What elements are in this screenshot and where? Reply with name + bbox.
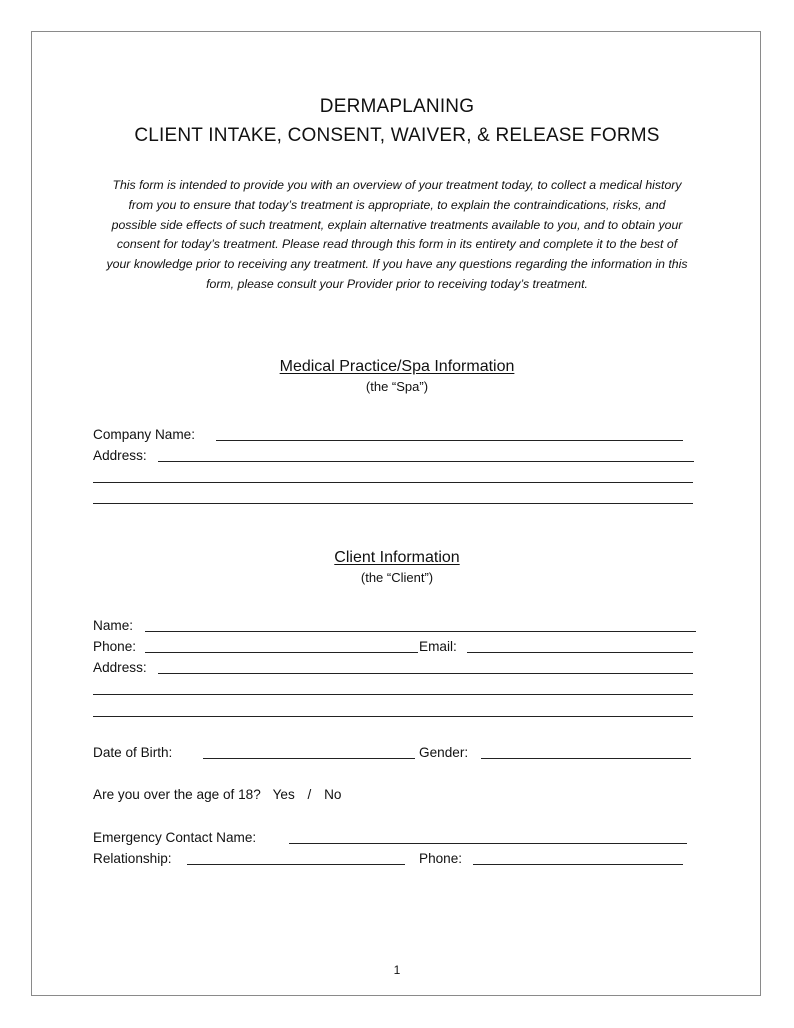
client-email-label: Email:: [419, 639, 457, 654]
client-address-field-line3[interactable]: [93, 716, 693, 717]
dob-label: Date of Birth:: [93, 745, 173, 760]
client-address-label: Address:: [93, 660, 147, 675]
company-name-field[interactable]: [216, 440, 683, 441]
spa-section-header: [0, 358, 794, 394]
age-option-separator: /: [307, 787, 312, 802]
client-name-label: Name:: [93, 618, 134, 633]
client-email-field[interactable]: [467, 652, 693, 653]
client-section-heading: Client Information: [334, 549, 460, 566]
document-subtitle: CLIENT INTAKE, CONSENT, WAIVER, & RELEASE FORMS: [134, 125, 660, 146]
spa-address-field-line1[interactable]: [158, 461, 694, 462]
spa-address-field-line3[interactable]: [93, 503, 693, 504]
page-number: 1: [393, 963, 401, 977]
client-section-header: [0, 549, 794, 585]
client-name-field[interactable]: [145, 631, 696, 632]
age-yes-option[interactable]: Yes: [272, 787, 295, 802]
emergency-phone-label: Phone:: [419, 851, 463, 866]
relationship-field[interactable]: [187, 864, 405, 865]
age-question: [93, 787, 341, 803]
client-address-field-line1[interactable]: [158, 673, 693, 674]
age-question-text: Are you over the age of 18?: [93, 787, 261, 802]
client-address-field-line2[interactable]: [93, 694, 693, 695]
document-title: DERMAPLANING: [319, 96, 475, 117]
gender-field[interactable]: [481, 758, 691, 759]
dob-field[interactable]: [203, 758, 415, 759]
spa-section-subheading: (the “Spa”): [365, 379, 429, 394]
client-phone-label: Phone:: [93, 639, 137, 654]
relationship-label: Relationship:: [93, 851, 172, 866]
gender-label: Gender:: [419, 745, 469, 760]
emergency-phone-field[interactable]: [473, 864, 683, 865]
emergency-contact-label: Emergency Contact Name:: [93, 830, 257, 845]
client-phone-field[interactable]: [145, 652, 418, 653]
client-section-subheading: (the “Client”): [360, 570, 434, 585]
company-name-label: Company Name:: [93, 427, 195, 442]
spa-address-field-line2[interactable]: [93, 482, 693, 483]
spa-section-heading: Medical Practice/Spa Information: [279, 358, 515, 375]
spa-address-label: Address:: [93, 448, 147, 463]
emergency-contact-field[interactable]: [289, 843, 687, 844]
intro-paragraph: This form is intended to provide you with an overview of your treatment today, to collect a medical history from you to ensure that today’s treatment is appropriate, to explain the contraindications, risks, and possible side effects of such treatment, explain alternative treatments available to you, and to obtain your consent for today’s treatment. Please read through this form in its entirety and complete it to the best of your knowledge prior to receiving any treatment. If you have any questions regarding the information in this form, please consult your Provider prior to receiving today’s treatment.: [106, 178, 688, 291]
age-no-option[interactable]: No: [324, 787, 342, 802]
